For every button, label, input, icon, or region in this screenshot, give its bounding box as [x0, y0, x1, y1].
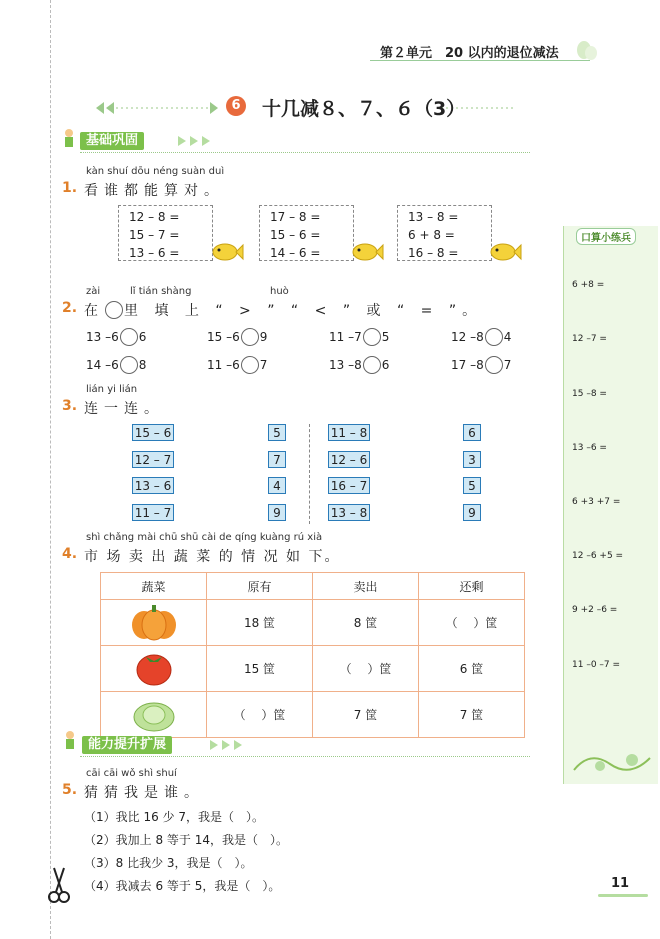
q3-number: 3.: [62, 398, 78, 414]
q1-number: 1.: [62, 180, 78, 196]
header-divider: [370, 60, 590, 61]
compare-right: 6: [381, 358, 390, 372]
q2-number: 2.: [62, 300, 78, 316]
table-header: 还剩: [419, 573, 525, 600]
section-divider: [80, 152, 530, 153]
page-number-underline: [598, 894, 648, 897]
fish-icon: [488, 240, 522, 264]
sidebar-item: 6 +8 =: [572, 280, 605, 290]
pumpkin-icon: [101, 600, 207, 646]
calc-item: 6 + 8 =: [408, 228, 455, 242]
match-expr[interactable]: 16 – 7: [328, 477, 370, 494]
answer-circle[interactable]: [120, 328, 138, 346]
compare-item: [451, 356, 511, 374]
calc-item: 14 – 6 =: [270, 246, 321, 260]
q1-pinyin: kàn shuí dōu néng suàn duì: [86, 166, 225, 177]
compare-item: [451, 328, 511, 346]
match-expr[interactable]: 13 – 6: [132, 477, 174, 494]
q2-pinyin: huò: [270, 286, 289, 297]
match-number[interactable]: 5: [268, 424, 286, 441]
kid-icon: [62, 730, 78, 752]
fish-icon: [350, 240, 384, 264]
sidebar-item: 11 –0 –7 =: [572, 660, 621, 670]
q4-number: 4.: [62, 546, 78, 562]
q2-text: [84, 300, 482, 320]
q2-text-part: 在: [84, 303, 104, 319]
compare-item: [329, 356, 389, 374]
lesson-title: 十几减８、７、６（3）: [262, 98, 466, 120]
sidebar-item: 6 +3 +7 =: [572, 497, 621, 507]
unit-header: 第２单元 20 以内的退位减法: [380, 46, 559, 61]
compare-item: [207, 328, 267, 346]
table-cell: 8 筐: [313, 600, 419, 646]
sidebar-title: 口算小练兵: [576, 228, 636, 245]
sidebar-item: 12 –7 =: [572, 334, 607, 344]
compare-item: [329, 328, 389, 346]
answer-cell[interactable]: （ ）筐: [419, 600, 525, 646]
cabbage-icon: [101, 692, 207, 738]
q4-pinyin: shì chǎng mài chū shū cài de qíng kuàng rú xià: [86, 532, 323, 543]
calc-box: [118, 205, 213, 261]
compare-right: 9: [259, 330, 268, 344]
answer-circle[interactable]: [241, 328, 259, 346]
answer-circle[interactable]: [241, 356, 259, 374]
table-cell: 18 筐: [207, 600, 313, 646]
compare-left: 13 –8: [329, 358, 362, 372]
compare-right: 7: [503, 358, 512, 372]
q5-pinyin: cāi cāi wǒ shì shuí: [86, 768, 177, 779]
vegetable-table: [100, 572, 525, 738]
q2-pinyin: zài: [86, 286, 101, 297]
compare-item: [86, 328, 146, 346]
q3-pinyin: lián yi lián: [86, 384, 138, 395]
table-header-row: [101, 573, 525, 600]
calc-item: 13 – 6 =: [129, 246, 180, 260]
table-cell: 7 筐: [313, 692, 419, 738]
cut-line: [50, 0, 51, 939]
answer-cell[interactable]: （ ）筐: [313, 646, 419, 692]
answer-circle[interactable]: [363, 328, 381, 346]
compare-left: 17 –8: [451, 358, 484, 372]
match-divider: [309, 424, 310, 524]
arrows-icon: [194, 738, 244, 752]
match-expr[interactable]: 12 – 6: [328, 451, 370, 468]
q5-number: 5.: [62, 782, 78, 798]
kid-icon: [62, 128, 76, 150]
match-number[interactable]: 5: [463, 477, 481, 494]
table-header: 卖出: [313, 573, 419, 600]
table-row: [101, 600, 525, 646]
calc-item: 16 – 8 =: [408, 246, 459, 260]
sidebar-item: 9 +2 –6 =: [572, 605, 618, 615]
calc-item: 15 – 6 =: [270, 228, 321, 242]
riddle-item: （4）我减去 6 等于 5，我是（ ）。: [84, 879, 281, 893]
answer-circle[interactable]: [363, 356, 381, 374]
calc-box: [397, 205, 492, 261]
compare-left: 15 –6: [207, 330, 240, 344]
q5-text: 猜猜我是谁。: [84, 785, 204, 801]
match-number[interactable]: 3: [463, 451, 481, 468]
section-advanced: 能力提升扩展: [82, 736, 172, 754]
tomato-icon: [101, 646, 207, 692]
sprout-icon: [574, 40, 600, 66]
q2-text-part: 里 填 上 “ > ” “ < ” 或 “ = ”。: [124, 303, 483, 319]
q1-text: 看谁都能算对。: [84, 183, 224, 199]
fish-icon: [210, 240, 244, 264]
match-expr[interactable]: 11 – 7: [132, 504, 174, 521]
calc-item: 15 – 7 =: [129, 228, 180, 242]
compare-left: 11 –6: [207, 358, 240, 372]
vine-icon: [570, 740, 654, 780]
compare-item: [86, 356, 146, 374]
compare-left: 14 –6: [86, 358, 119, 372]
section-basic: 基础巩固: [80, 132, 144, 150]
answer-circle[interactable]: [485, 328, 503, 346]
q4-text: 市 场 卖 出 蔬 菜 的 情 况 如 下。: [84, 549, 341, 565]
section-divider: [80, 756, 530, 757]
table-cell: 15 筐: [207, 646, 313, 692]
match-expr[interactable]: 15 – 6: [132, 424, 174, 441]
compare-item: [207, 356, 267, 374]
sidebar-item: 15 –8 =: [572, 389, 607, 399]
answer-circle[interactable]: [485, 356, 503, 374]
scissors-icon: [48, 866, 70, 906]
compare-right: 5: [381, 330, 390, 344]
riddle-item: （2）我加上 8 等于 14，我是（ ）。: [84, 833, 288, 847]
table-cell: 7 筐: [419, 692, 525, 738]
compare-right: 7: [259, 358, 268, 372]
table-row: [101, 646, 525, 692]
compare-right: 6: [138, 330, 147, 344]
compare-left: 11 –7: [329, 330, 362, 344]
page-number: 11: [611, 876, 630, 891]
lesson-number: 6: [226, 96, 246, 116]
answer-circle[interactable]: [120, 356, 138, 374]
table-row: [101, 692, 525, 738]
match-number[interactable]: 9: [463, 504, 481, 521]
compare-left: 13 –6: [86, 330, 119, 344]
calc-box: [259, 205, 354, 261]
sidebar-item: 12 –6 +5 =: [572, 551, 624, 561]
match-expr[interactable]: 13 – 8: [328, 504, 370, 521]
match-expr[interactable]: 12 – 7: [132, 451, 174, 468]
arrows-icon: [162, 134, 212, 148]
match-number[interactable]: 4: [268, 477, 286, 494]
calc-item: 13 – 8 =: [408, 210, 459, 224]
table-header: 原有: [207, 573, 313, 600]
compare-right: 8: [138, 358, 147, 372]
compare-right: 4: [503, 330, 512, 344]
table-cell: 6 筐: [419, 646, 525, 692]
compare-left: 12 –8: [451, 330, 484, 344]
calc-item: 17 – 8 =: [270, 210, 321, 224]
riddle-item: （3）8 比我少 3，我是（ ）。: [84, 856, 253, 870]
answer-cell[interactable]: （ ）筐: [207, 692, 313, 738]
riddle-item: （1）我比 16 少 7，我是（ ）。: [84, 810, 264, 824]
match-number[interactable]: 9: [268, 504, 286, 521]
match-expr[interactable]: 11 – 8: [328, 424, 370, 441]
match-number[interactable]: 7: [268, 451, 286, 468]
table-header: 蔬菜: [101, 573, 207, 600]
q2-pinyin: lǐ tián shàng: [130, 286, 192, 297]
match-number[interactable]: 6: [463, 424, 481, 441]
sidebar-item: 13 –6 =: [572, 443, 607, 453]
blank-circle[interactable]: [105, 301, 123, 319]
calc-item: 12 – 8 =: [129, 210, 180, 224]
q3-text: 连一连。: [84, 401, 164, 417]
